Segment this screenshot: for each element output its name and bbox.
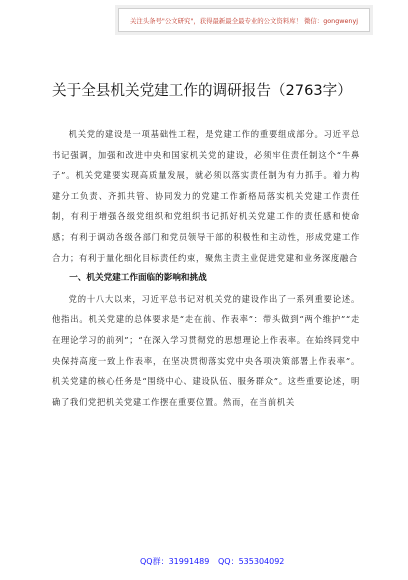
document-body [52,124,360,412]
intro-paragraph: 机关党的建设是一项基础性工程，是党建工作的重要组成部分。习近平总书记强调，加强和改进中央和国家机关党的建设，必须牢住责任制这个“牛鼻子”。机关党建要实现高质量发展，就必须以落实责任制为有力抓手。着力构建分工负责、齐抓共管、协同发力的党建工作新格局落实机关党建工作责任制，有利于增强各级党组织和党组织书记抓好机关党建工作的责任感和使命感；有利于调动各级各部门和党员领导干部的积极性和主动性，形成党建工作合力；有利于量化细化目标责任约束，聚焦主责主业促进党建和业务深度融合 [52,129,360,263]
section-paragraph: 党的十八大以来，习近平总书记对机关党的建设作出了一系列重要论述。他指出。机关党建的总体要求是“走在前、作表率”：带头做到“两个维护”“走在理论学习的前列”；“在深入学习贯彻党的思想理论上作表率。在始终同党中央保持高度一致上作表率，在坚决贯彻落实党中央各项决策部署上作表率”。机关党建的核心任务是“围绕中心、建设队伍、服务群众”。这些重要论述，明确了我们党把机关党建工作摆在重要位置。然而，在当前机关 [52,293,360,407]
section-heading: 一、机关党建工作面临的影响和挑战 [69,273,207,284]
document-title: 关于全县机关党建工作的调研报告（2763字） [52,82,352,99]
banner-text: 关注头条号"公文研究"，获得最新最全最专业的公文资料库！ 微信：gongwenyj [129,16,359,25]
footer-qq-contact: QQ：535304092 [218,557,285,566]
top-banner [118,8,370,32]
footer-qq-group: QQ群：31991489 [140,557,210,566]
footer [0,556,408,572]
